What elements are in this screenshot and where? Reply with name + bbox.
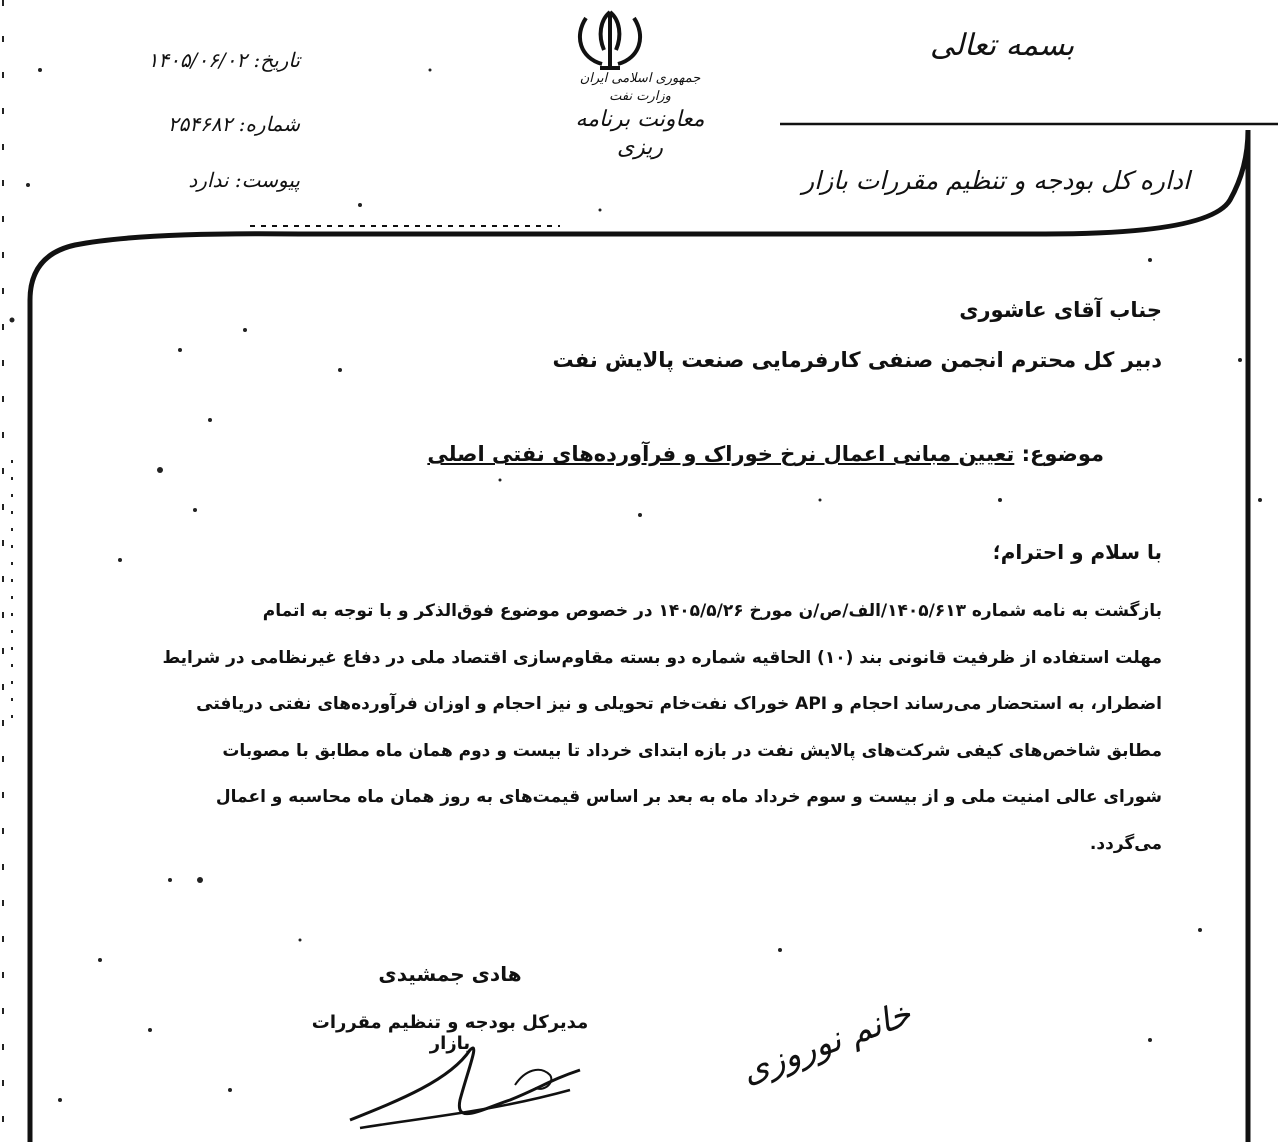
body-line: اضطرار، به استحضار می‌رساند احجام و API خوراک نفت‌خام تحویلی و نیز احجام و اوزان فرآورده‌های نفتی دریافتی — [196, 694, 1162, 714]
body-line: مهلت استفاده از ظرفیت قانونی بند (۱۰) الحاقیه شماره دو بسته مقاوم‌سازی اقتصاد ملی در دفاع غیرنظامی در شرایط — [162, 647, 1162, 668]
date-field — [60, 48, 300, 72]
letter-body — [100, 588, 1162, 867]
attachment-field: پیوست: ندارد — [188, 168, 300, 192]
iran-emblem-icon — [560, 6, 660, 76]
ministry-line-country: جمهوری اسلامی ایران — [579, 71, 701, 86]
subject-line — [427, 442, 1104, 466]
number-value: ۲۵۴۶۸۲ — [167, 112, 233, 136]
body-line: شورای عالی امنیت ملی و از بیست و سوم خرداد ماه به بعد بر اساس قیمت‌های به روز همان ماه محاسبه و اعمال — [215, 787, 1162, 807]
bismillah: بسمه تعالی — [930, 28, 1075, 63]
signer-name: هادی جمشیدی — [378, 962, 522, 986]
signer-title: مدیرکل بودجه و تنظیم مقررات بازار — [311, 1012, 589, 1054]
ministry-lines — [560, 70, 720, 162]
subject-text: تعیین مبانی اعمال نرخ خوراک و فرآورده‌های نفتی اصلی — [427, 442, 1015, 466]
recipient-name: جناب آقای عاشوری — [959, 298, 1162, 322]
number-field — [60, 112, 300, 136]
ministry-line-deputy: معاونت برنامه ریزی — [575, 107, 705, 160]
number-label: شماره: — [238, 112, 300, 136]
handwritten-note: خانم نوروزی — [736, 993, 917, 1092]
recipient-title: دبیر کل محترم انجمن صنفی کارفرمایی صنعت پالایش نفت — [552, 348, 1162, 372]
date-value: ۱۴۰۵/۰۶/۰۲ — [147, 48, 248, 72]
date-label: تاریخ: — [253, 48, 300, 72]
department-name: اداره کل بودجه و تنظیم مقررات بازار — [802, 166, 1190, 195]
handwritten-signature — [340, 1040, 600, 1140]
body-line: بازگشت به نامه شماره ۱۴۰۵/۶۱۳/الف/ص/ن مورخ ۱۴۰۵/۵/۲۶ در خصوص موضوع فوق‌الذکر و با توجه به اتمام — [262, 601, 1162, 621]
greeting: با سلام و احترام؛ — [992, 540, 1162, 564]
body-line: مطابق شاخص‌های کیفی شرکت‌های پالایش نفت در بازه ابتدای خرداد تا بیست و دوم همان ماه مطابق با مصوبات — [222, 740, 1162, 761]
subject-label: موضوع: — [1021, 442, 1104, 466]
body-line: می‌گردد. — [1089, 833, 1162, 854]
ministry-line-ministry: وزارت نفت — [609, 89, 671, 104]
